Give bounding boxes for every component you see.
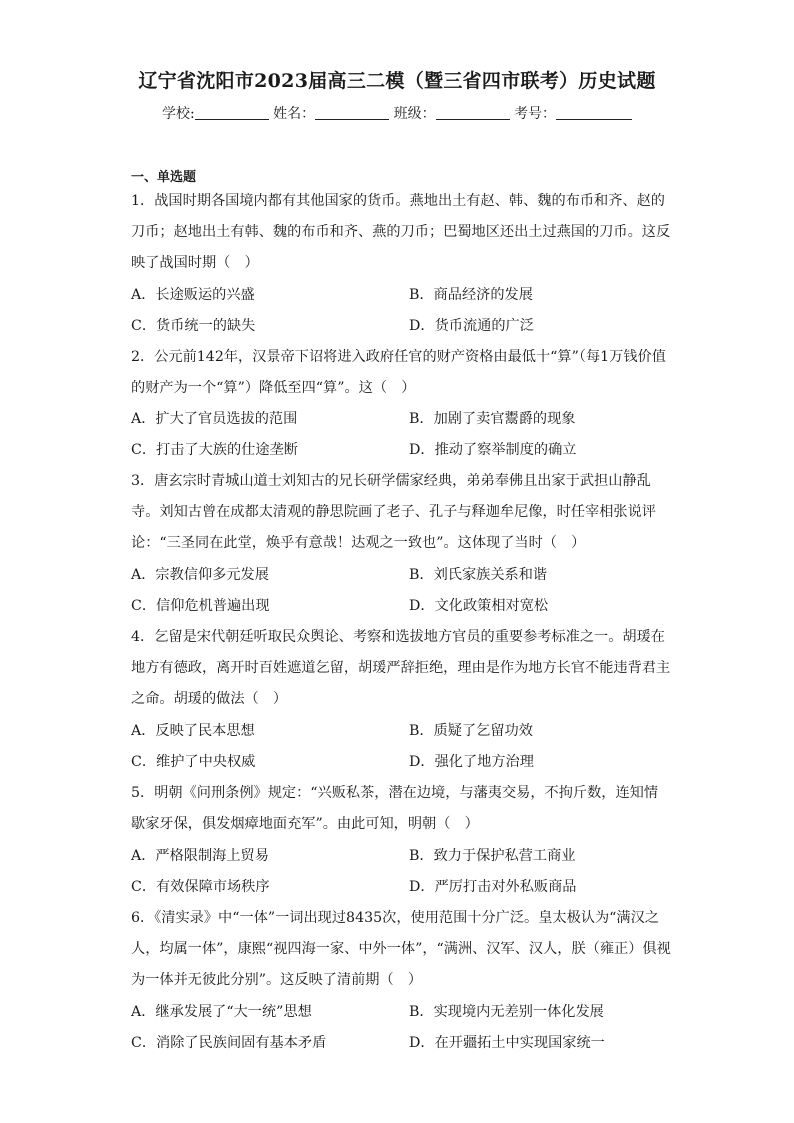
question-3-option-c[interactable]: C．信仰危机普遍出现 bbox=[131, 598, 270, 614]
question-1-option-b[interactable]: B．商品经济的发展 bbox=[409, 287, 533, 303]
name-label: 姓名： bbox=[273, 106, 316, 122]
question-5-stem: 5．明朝《问刑条例》规定：“兴贩私茶，潜在边境，与藩夷交易，不拘斤数，连知情歇家牙保，俱发烟瘴地面充军”。由此可知，明朝（ ） bbox=[131, 785, 659, 832]
student-info-line bbox=[0, 103, 794, 123]
question-1-option-a[interactable]: A．长途贩运的兴盛 bbox=[131, 287, 255, 303]
question-4-option-d[interactable]: D．强化了地方治理 bbox=[409, 754, 534, 770]
question-3-option-a[interactable]: A．宗教信仰多元发展 bbox=[131, 567, 269, 583]
page-title: 辽宁省沈阳市2023届高三二模（暨三省四市联考）历史试题 bbox=[138, 70, 656, 92]
number-label: 考号： bbox=[514, 106, 557, 122]
question-6-option-b[interactable]: B．实现境内无差别一体化发展 bbox=[409, 1004, 604, 1020]
question-1-option-d[interactable]: D．货币流通的广泛 bbox=[409, 318, 534, 334]
question-5-option-b[interactable]: B．致力于保护私营工商业 bbox=[409, 848, 576, 864]
question-4-option-b[interactable]: B．质疑了乞留功效 bbox=[409, 723, 533, 739]
class-label: 班级： bbox=[393, 106, 436, 122]
question-1-option-c[interactable]: C．货币统一的缺失 bbox=[131, 318, 256, 334]
question-6-stem: 6．《清实录》中“一体”一词出现过8435次，使用范围十分广泛。皇太极认为“满汉之人，均属一体”，康熙“视四海一家、中外一体”，“满洲、汉军、汉人，朕（雍正）俱视为一体并无彼此分别”。这反映了清前期（ ） bbox=[131, 910, 671, 988]
question-3-option-b[interactable]: B．刘氏家族关系和谐 bbox=[409, 567, 548, 583]
question-3-option-d[interactable]: D．文化政策相对宽松 bbox=[409, 598, 549, 614]
question-4-option-c[interactable]: C．维护了中央权威 bbox=[131, 754, 256, 770]
number-blank[interactable] bbox=[556, 105, 632, 120]
school-label: 学校: bbox=[161, 106, 195, 122]
question-5-option-a[interactable]: A．严格限制海上贸易 bbox=[131, 848, 269, 864]
question-2-option-b[interactable]: B．加剧了卖官鬻爵的现象 bbox=[409, 411, 576, 427]
school-blank[interactable] bbox=[195, 105, 269, 120]
question-5-option-d[interactable]: D．严厉打击对外私贩商品 bbox=[409, 879, 577, 895]
question-2-stem: 2．公元前142年，汉景帝下诏将进入政府任官的财产资格由最低十“算”（每1万钱价值的财产为一个“算”）降低至四“算”。这（ ） bbox=[131, 349, 666, 396]
name-blank[interactable] bbox=[315, 105, 389, 120]
question-4-option-a[interactable]: A．反映了民本思想 bbox=[131, 723, 255, 739]
question-1-stem: 1．战国时期各国境内都有其他国家的货币。燕地出土有赵、韩、魏的布币和齐、赵的刀币；赵地出土有韩、魏的布币和齐、燕的刀币；巴蜀地区还出土过燕国的刀币。这反映了战国时期（ ） bbox=[131, 193, 671, 271]
question-5-option-c[interactable]: C．有效保障市场秩序 bbox=[131, 879, 270, 895]
question-2-option-d[interactable]: D．推动了察举制度的确立 bbox=[409, 442, 577, 458]
question-4-stem: 4．乞留是宋代朝廷听取民众舆论、考察和选拔地方官员的重要参考标准之一。胡瑗在地方有德政，离开时百姓遮道乞留，胡瑗严辞拒绝，理由是作为地方长官不能违背君主之命。胡瑗的做法（ ） bbox=[131, 629, 671, 707]
class-blank[interactable] bbox=[436, 105, 510, 120]
question-6-option-d[interactable]: D．在开疆拓土中实现国家统一 bbox=[409, 1035, 605, 1051]
question-2-option-a[interactable]: A．扩大了官员选拔的范围 bbox=[131, 411, 298, 427]
question-3-stem: 3．唐玄宗时青城山道士刘知古的兄长研学儒家经典，弟弟奉佛且出家于武担山静乱寺。刘知古曾在成都太清观的静思院画了老子、孔子与释迦牟尼像，时任宰相张说评论：“三圣同在此堂，焕乎有意哉！达观之一致也”。这体现了当时（ ） bbox=[131, 473, 656, 551]
question-2-option-c[interactable]: C．打击了大族的仕途垄断 bbox=[131, 442, 298, 458]
question-6-option-a[interactable]: A．继承发展了“大一统”思想 bbox=[131, 1004, 312, 1020]
section-title: 一、单选题 bbox=[131, 170, 197, 185]
question-6-option-c[interactable]: C．消除了民族间固有基本矛盾 bbox=[131, 1035, 327, 1051]
